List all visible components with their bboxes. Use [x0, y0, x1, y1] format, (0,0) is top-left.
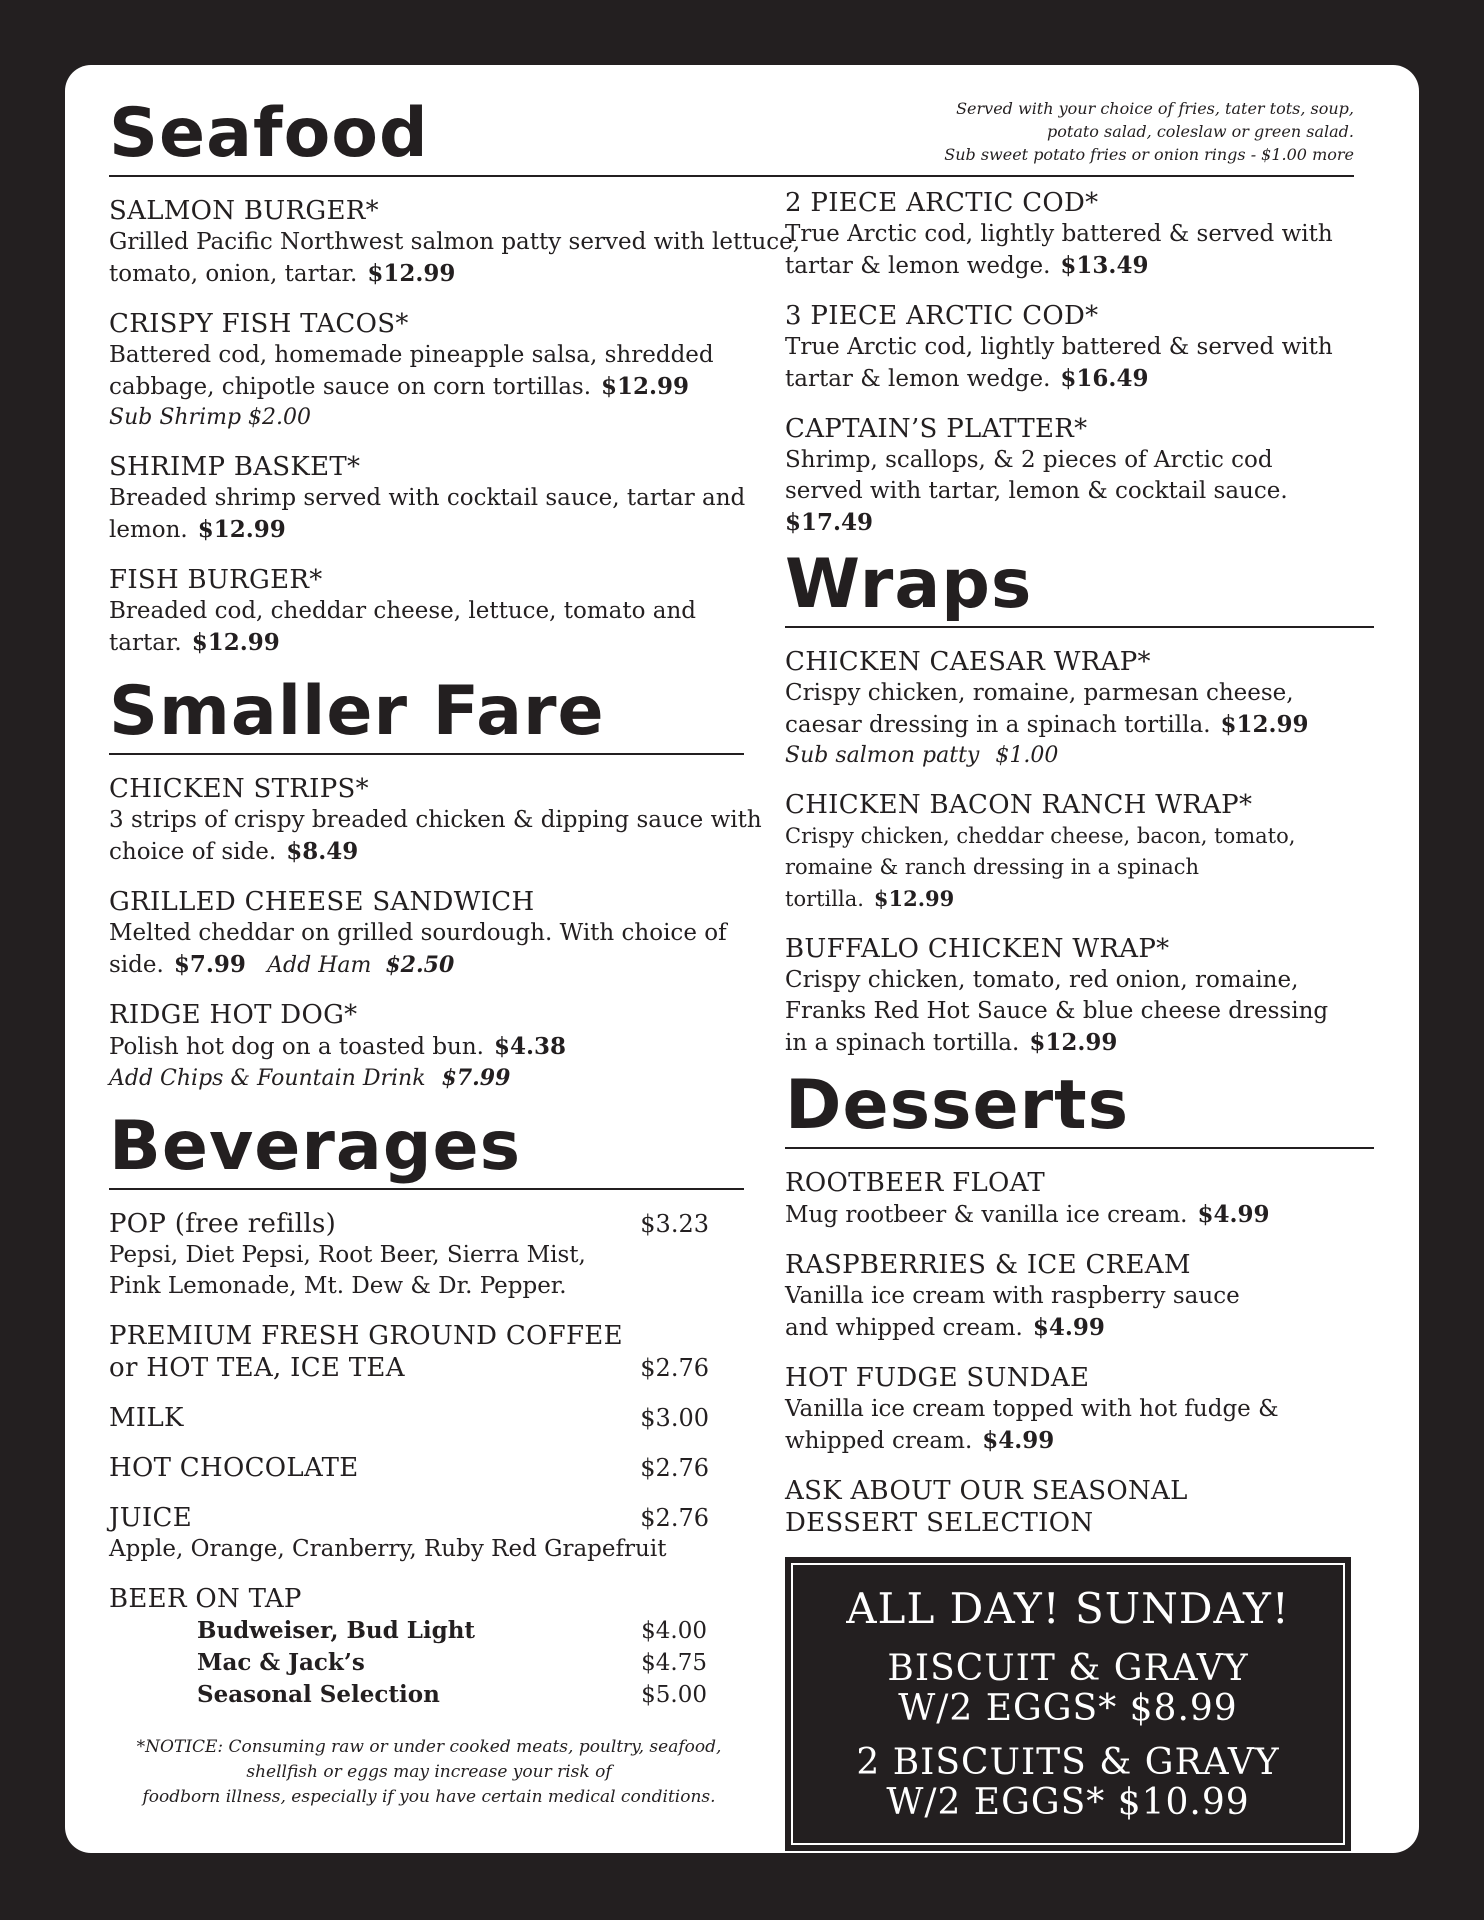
- sunday-offer-2: 2 BISCUITS & GRAVY W/2 EGGS* $10.99: [856, 1742, 1280, 1823]
- seasonal-dessert-note: ASK ABOUT OUR SEASONAL DESSERT SELECTION: [785, 1476, 1188, 1538]
- sunday-offer-1: BISCUIT & GRAVY W/2 EGGS* $8.99: [887, 1648, 1249, 1729]
- menu-item-2-piece-cod: 2 PIECE ARCTIC COD* True Arctic cod, lightly battered & served with tartar & lemon wedge. $13.49: [785, 188, 1333, 279]
- health-notice: *NOTICE: Consuming raw or under cooked meats, poultry, seafood, shellfish or eggs may increase your risk of foodborn illness, especially if you have certain medical conditions.: [136, 1737, 722, 1807]
- beverage-hot-chocolate: HOT CHOCOLATE $2.76: [109, 1453, 709, 1483]
- menu-item-captains-platter: CAPTAIN’S PLATTER* Shrimp, scallops, & 2 pieces of Arctic cod served with tartar, lemon & cocktail sauce. $17.49: [785, 414, 1288, 536]
- menu-item-hot-fudge-sundae: HOT FUDGE SUNDAE Vanilla ice cream topped with hot fudge & whipped cream. $4.99: [785, 1363, 1279, 1454]
- menu-item-chicken-caesar-wrap: CHICKEN CAESAR WRAP* Crispy chicken, romaine, parmesan cheese, caesar dressing in a spinach tortilla. $12.99 Sub salmon patty $1.00: [785, 647, 1309, 768]
- sunday-special-box: [785, 1557, 1351, 1851]
- menu-item-chicken-bacon-ranch-wrap: CHICKEN BACON RANCH WRAP* Crispy chicken, cheddar cheese, bacon, tomato, romaine & ranch dressing in a spinach tortilla. $12.99: [785, 790, 1296, 911]
- beer-row: Budweiser, Bud Light $4.00: [197, 1617, 707, 1644]
- beverages-title: Beverages: [109, 1108, 744, 1190]
- item-sub-note: Sub Shrimp $2.00: [109, 405, 312, 430]
- menu-item-grilled-cheese: GRILLED CHEESE SANDWICH Melted cheddar on grilled sourdough. With choice of side. $7.99 Add Ham $2.50: [109, 887, 727, 978]
- menu-item-rootbeer-float: ROOTBEER FLOAT Mug rootbeer & vanilla ice cream. $4.99: [785, 1168, 1270, 1228]
- menu-page: [65, 65, 1419, 1853]
- menu-item-buffalo-chicken-wrap: BUFFALO CHICKEN WRAP* Crispy chicken, tomato, red onion, romaine, Franks Red Hot Sauce & blue cheese dressing in a spinach tortilla. $12.99: [785, 934, 1329, 1056]
- smaller-fare-title: Smaller Fare: [109, 673, 744, 755]
- beverage-milk: MILK $3.00: [109, 1403, 709, 1433]
- menu-item-crispy-fish-tacos: CRISPY FISH TACOS* Battered cod, homemade pineapple salsa, shredded cabbage, chipotle sauce on corn tortillas. $12.99 Sub Shrimp $2.00: [109, 308, 808, 433]
- beverage-pop: POP (free refills) $3.23 Pepsi, Diet Pepsi, Root Beer, Sierra Mist, Pink Lemonade, Mt. Dew & Dr. Pepper.: [109, 1209, 709, 1299]
- menu-item-raspberries-ice-cream: RASPBERRIES & ICE CREAM Vanilla ice cream with raspberry sauce and whipped cream. $4.99: [785, 1250, 1240, 1341]
- sunday-title: ALL DAY! SUNDAY!: [846, 1584, 1290, 1633]
- beverage-coffee-tea: PREMIUM FRESH GROUND COFFEE or HOT TEA, ICE TEA $2.76: [109, 1321, 709, 1383]
- seafood-header: [109, 95, 1354, 177]
- menu-item-shrimp-basket: SHRIMP BASKET* Breaded shrimp served with cocktail sauce, tartar and lemon. $12.99: [109, 452, 746, 543]
- served-with-note: Served with your choice of fries, tater tots, soup, potato salad, coleslaw or green salad. Sub sweet potato fries or onion rings - $1.00 more: [944, 99, 1354, 164]
- beverage-beer-on-tap: BEER ON TAP Budweiser, Bud Light $4.00 Mac & Jack’s $4.75 Seasonal Selection $5.00: [109, 1583, 808, 1711]
- menu-item-salmon-burger: SALMON BURGER* Grilled Pacific Northwest salmon patty served with lettuce, tomato, onion, tartar. $12.99: [109, 196, 801, 287]
- menu-item-ridge-hot-dog: RIDGE HOT DOG* Polish hot dog on a toasted bun. $4.38 Add Chips & Fountain Drink $7.99: [109, 1000, 567, 1091]
- beverage-juice: JUICE $2.76 Apple, Orange, Cranberry, Ruby Red Grapefruit: [109, 1503, 709, 1562]
- beer-row: Seasonal Selection $5.00: [197, 1681, 707, 1708]
- menu-item-chicken-strips: CHICKEN STRIPS* 3 strips of crispy breaded chicken & dipping sauce with choice of side. $8.49: [109, 774, 762, 865]
- wraps-title: Wraps: [785, 546, 1374, 628]
- seafood-title: Seafood: [109, 95, 1354, 177]
- desserts-title: Desserts: [785, 1067, 1374, 1149]
- menu-item-3-piece-cod: 3 PIECE ARCTIC COD* True Arctic cod, lightly battered & served with tartar & lemon wedge. $16.49: [785, 301, 1333, 392]
- right-column: [785, 187, 1354, 1851]
- menu-item-fish-burger: FISH BURGER* Breaded cod, cheddar cheese, lettuce, tomato and tartar. $12.99: [109, 565, 697, 656]
- beer-row: Mac & Jack’s $4.75: [197, 1649, 707, 1676]
